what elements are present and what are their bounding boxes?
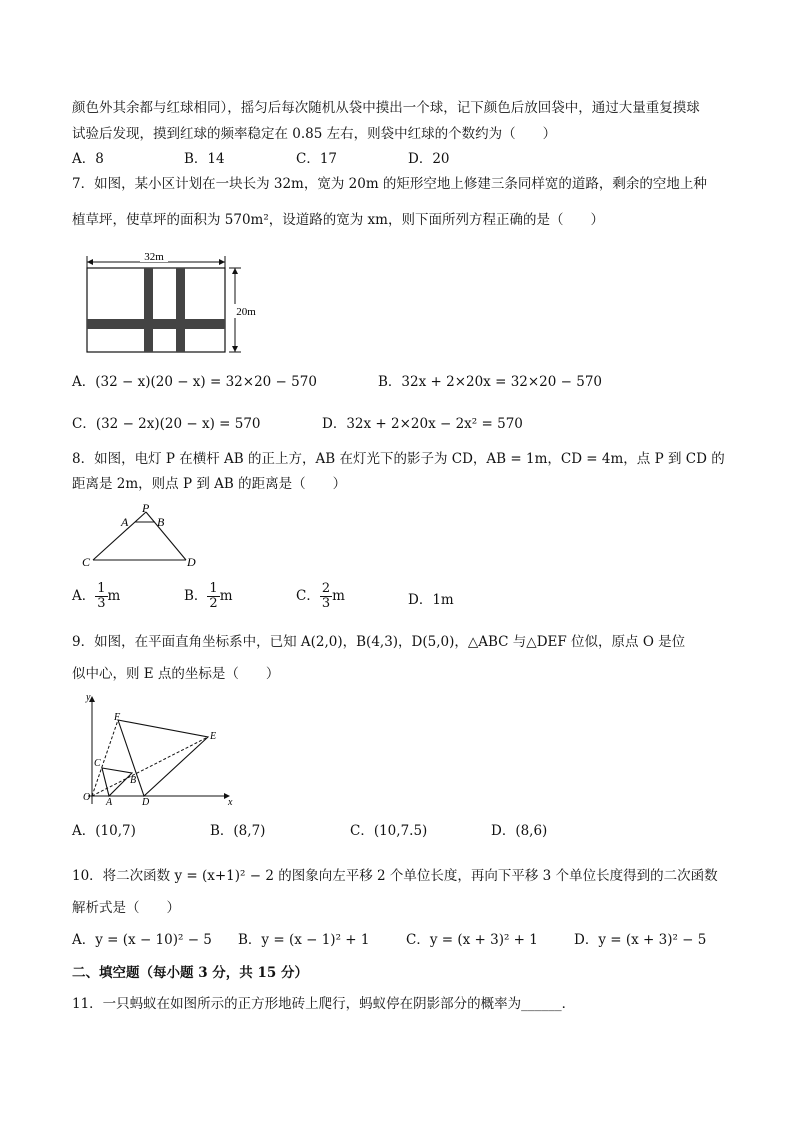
q8-label-b: B [157, 515, 165, 529]
q9-label-d: D [142, 797, 150, 808]
q9-coordinate-figure [78, 692, 240, 808]
q8-option-b: B． $\frac{1}{2}$ m [184, 581, 233, 611]
q10-text-line1: 10．将二次函数 y = (x+1)² − 2 的图象向左平移 2 个单位长度，再向下平移 3 个单位长度得到的二次函数 [72, 868, 718, 884]
q7-width-label: 32m [144, 251, 164, 263]
q6-option-b: B．14 [184, 151, 225, 167]
q10-option-d: D．y = (x + 3)² − 5 [574, 932, 707, 948]
q9-label-b: B [130, 775, 137, 786]
q7-option-b: B．32x + 2×20x = 32×20 − 570 [378, 374, 603, 390]
q8-option-c: C． $\frac{2}{3}$ m [296, 581, 345, 611]
q8-text-line2: 距离是 2m，则点 P 到 AB 的距离是（ ） [72, 476, 347, 492]
q7-option-a: A．(32 − x)(20 − x) = 32×20 − 570 [72, 374, 317, 390]
section2-title: 二、填空题（每小题 3 分，共 15 分） [72, 965, 308, 981]
q8-text-line1: 8．如图，电灯 P 在横杆 AB 的正上方，AB 在灯光下的影子为 CD，AB = 1m，CD = 4m，点 P 到 CD 的 [72, 451, 725, 467]
q10-option-a: A．y = (x − 10)² − 5 [72, 932, 212, 948]
q9-label-o: O [83, 792, 91, 803]
q6-option-d: D．20 [408, 151, 450, 167]
q10-text-line2: 解析式是（ ） [72, 900, 180, 916]
q9-option-a: A．(10,7) [72, 823, 136, 839]
q7-text-line2: 植草坪，使草坪的面积为 570m²，设道路的宽为 xm，则下面所列方程正确的是（ ） [72, 212, 604, 228]
q9-axis-y-label: y [86, 692, 91, 703]
q6-option-a: A．8 [72, 151, 104, 167]
q8-option-d: D．1m [408, 592, 454, 608]
q10-option-b: B．y = (x − 1)² + 1 [238, 932, 370, 948]
q8-label-d: D [187, 555, 196, 569]
q6-text-line1: 颜色外其余都与红球相同），摇匀后每次随机从袋中摸出一个球，记下颜色后放回袋中，通过大量重复摸球 [72, 100, 700, 116]
q8-option-a: A． $\frac{1}{3}$ m [72, 581, 121, 611]
q8-light-figure [80, 500, 205, 572]
q9-option-b: B．(8,7) [210, 823, 266, 839]
q10-option-c: C．y = (x + 3)² + 1 [406, 932, 538, 948]
q9-text-line2: 似中心，则 E 点的坐标是（ ） [72, 666, 280, 682]
q9-label-e: E [210, 731, 217, 742]
q9-label-f: F [114, 712, 121, 723]
q9-label-a: A [106, 797, 113, 808]
q8-label-c: C [82, 555, 91, 569]
q11-text-line1: 11．一只蚂蚁在如图所示的正方形地砖上爬行，蚂蚁停在阴影部分的概率为______． [72, 996, 576, 1012]
q8-label-p: P [142, 501, 150, 515]
q7-road-figure [80, 244, 260, 356]
q8-label-a: A [121, 515, 129, 529]
q9-option-d: D．(8,6) [491, 823, 548, 839]
q7-height-label: 20m [236, 306, 256, 318]
q7-option-c: C．(32 − 2x)(20 − x) = 570 [72, 416, 261, 432]
q9-axis-x-label: x [228, 797, 233, 808]
q9-label-c: C [94, 758, 101, 769]
q9-option-c: C．(10,7.5) [350, 823, 428, 839]
q7-text-line1: 7．如图，某小区计划在一块长为 32m，宽为 20m 的矩形空地上修建三条同样宽的道路，剩余的空地上种 [72, 176, 707, 192]
q6-option-c: C．17 [296, 151, 338, 167]
q6-text-line2: 试验后发现，摸到红球的频率稳定在 0.85 左右，则袋中红球的个数约为（ ） [72, 126, 557, 142]
q9-text-line1: 9．如图，在平面直角坐标系中，已知 A(2,0)，B(4,3)，D(5,0)，△ABC 与△DEF 位似，原点 O 是位 [72, 634, 686, 650]
q7-option-d: D．32x + 2×20x − 2x² = 570 [322, 416, 523, 432]
